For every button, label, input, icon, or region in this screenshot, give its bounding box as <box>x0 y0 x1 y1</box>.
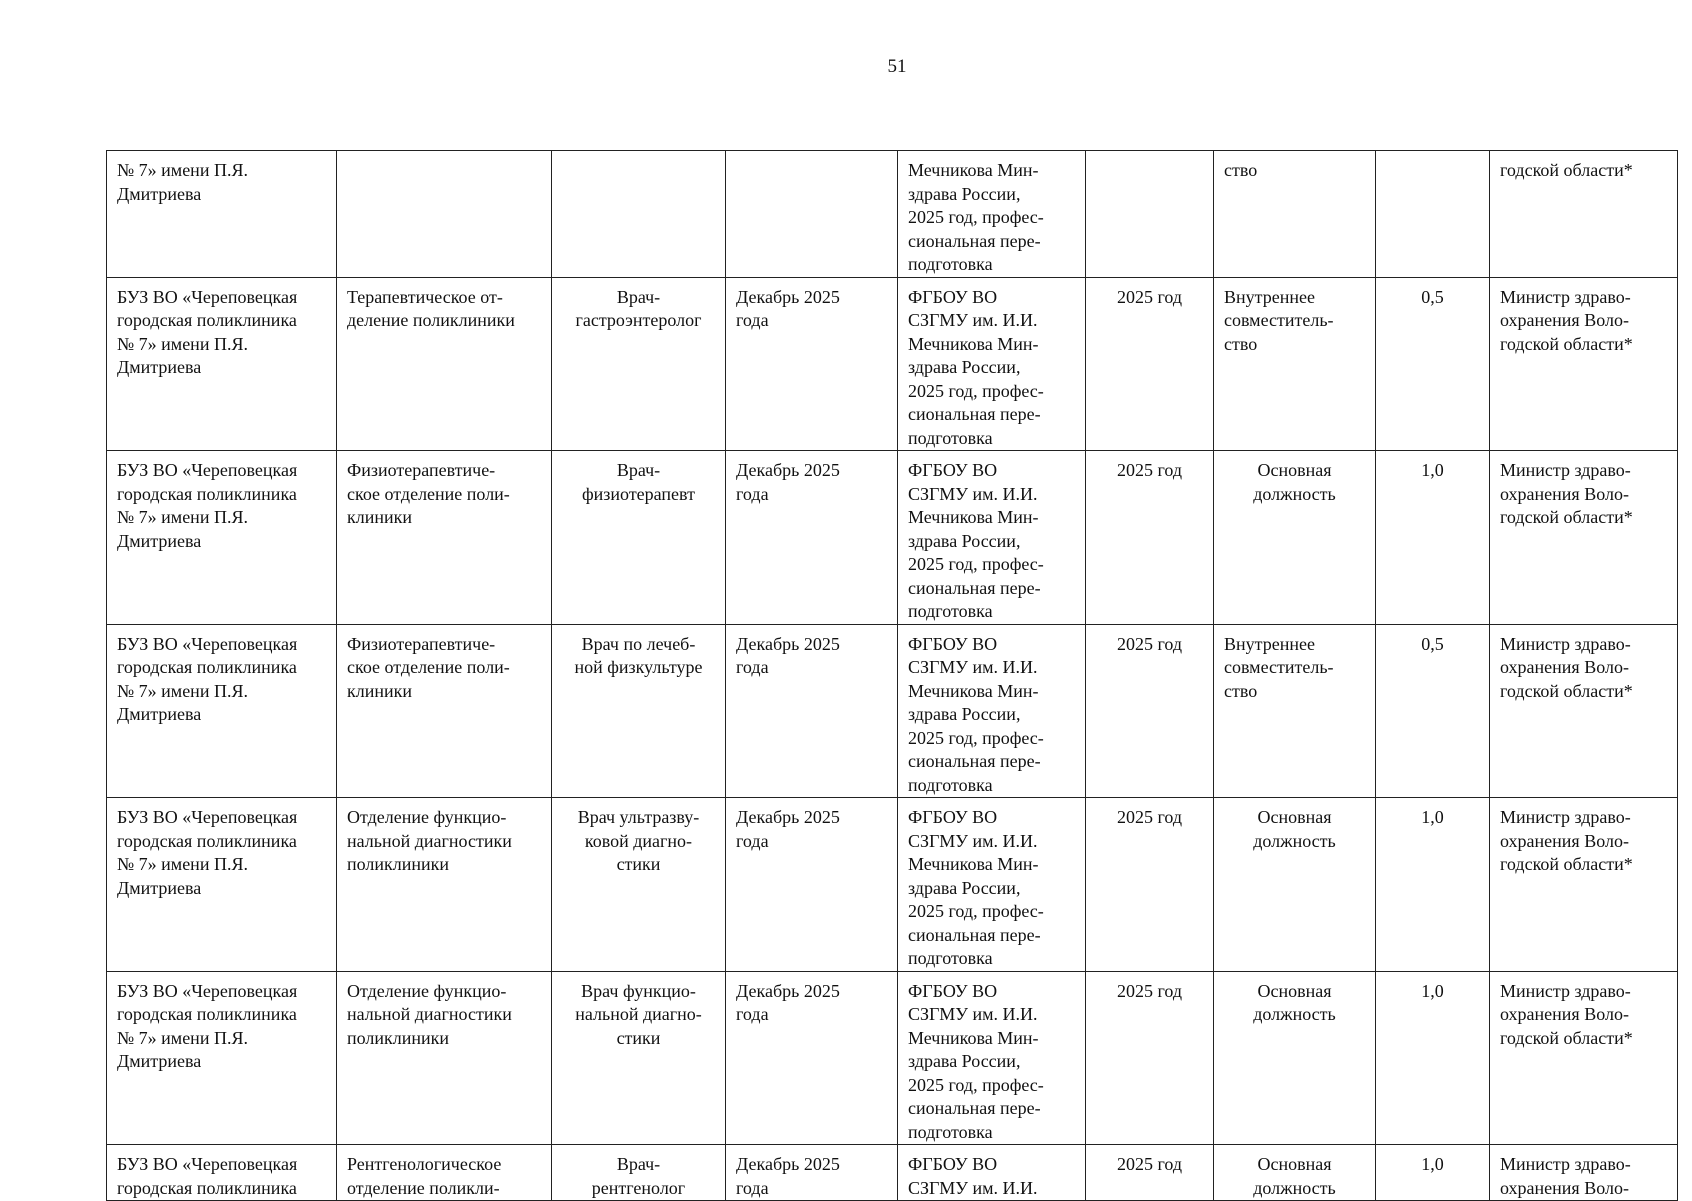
cell-year <box>1086 151 1214 278</box>
cell-employment: Основная должность <box>1214 1145 1376 1201</box>
cell-position: Врач ультразву- ковой диагно- стики <box>552 798 726 972</box>
cell-institution: БУЗ ВО «Череповецкая городская поликлиника № 7» имени П.Я. Дмитриева <box>107 277 337 451</box>
cell-year: 2025 год <box>1086 451 1214 625</box>
table-body <box>107 151 1678 1201</box>
cell-department: Отделение функцио- нальной диагностики поликлиники <box>337 971 552 1145</box>
cell-position: Врач- рентгенолог <box>552 1145 726 1201</box>
cell-department: Физиотерапевтиче- ское отделение поли- клиники <box>337 451 552 625</box>
cell-training: ФГБОУ ВО СЗГМУ им. И.И. Мечникова Мин- здрава России, 2025 год, профес- сиональная пере- подготовка <box>898 798 1086 972</box>
cell-employment: Основная должность <box>1214 798 1376 972</box>
cell-institution: БУЗ ВО «Череповецкая городская поликлиника № 7» имени П.Я. Дмитриева <box>107 451 337 625</box>
cell-training: ФГБОУ ВО СЗГМУ им. И.И. <box>898 1145 1086 1201</box>
cell-employment: Внутреннее совместитель- ство <box>1214 277 1376 451</box>
cell-position: Врач по лечеб- ной физкультуре <box>552 624 726 798</box>
cell-responsible: Министр здраво- охранения Воло- годской области* <box>1490 798 1678 972</box>
cell-rate: 0,5 <box>1376 277 1490 451</box>
cell-training: ФГБОУ ВО СЗГМУ им. И.И. Мечникова Мин- здрава России, 2025 год, профес- сиональная пере- подготовка <box>898 277 1086 451</box>
cell-date: Декабрь 2025 года <box>726 798 898 972</box>
cell-department: Отделение функцио- нальной диагностики поликлиники <box>337 798 552 972</box>
cell-department <box>337 151 552 278</box>
table-row <box>107 151 1678 278</box>
cell-responsible: Министр здраво- охранения Воло- годской области* <box>1490 451 1678 625</box>
page-number: 51 <box>887 56 907 77</box>
cell-rate: 1,0 <box>1376 971 1490 1145</box>
cell-training: ФГБОУ ВО СЗГМУ им. И.И. Мечникова Мин- здрава России, 2025 год, профес- сиональная пере- подготовка <box>898 624 1086 798</box>
cell-year: 2025 год <box>1086 624 1214 798</box>
cell-institution: БУЗ ВО «Череповецкая городская поликлиника № 7» имени П.Я. Дмитриева <box>107 624 337 798</box>
cell-institution: БУЗ ВО «Череповецкая городская поликлиника № 7» имени П.Я. Дмитриева <box>107 798 337 972</box>
cell-date: Декабрь 2025 года <box>726 1145 898 1201</box>
cell-year: 2025 год <box>1086 1145 1214 1201</box>
cell-date: Декабрь 2025 года <box>726 971 898 1145</box>
cell-department: Физиотерапевтиче- ское отделение поли- клиники <box>337 624 552 798</box>
cell-rate: 1,0 <box>1376 798 1490 972</box>
cell-responsible: Министр здраво- охранения Воло- <box>1490 1145 1678 1201</box>
cell-date <box>726 151 898 278</box>
table-row <box>107 624 1678 798</box>
table-row <box>107 451 1678 625</box>
table-row <box>107 971 1678 1145</box>
cell-date: Декабрь 2025 года <box>726 451 898 625</box>
cell-position: Врач- гастроэнтеролог <box>552 277 726 451</box>
cell-position: Врач- физиотерапевт <box>552 451 726 625</box>
table-row <box>107 1145 1678 1201</box>
cell-employment: ство <box>1214 151 1376 278</box>
cell-position: Врач функцио- нальной диагно- стики <box>552 971 726 1145</box>
cell-date: Декабрь 2025 года <box>726 277 898 451</box>
cell-training: ФГБОУ ВО СЗГМУ им. И.И. Мечникова Мин- здрава России, 2025 год, профес- сиональная пере- подготовка <box>898 971 1086 1145</box>
table-row <box>107 798 1678 972</box>
cell-year: 2025 год <box>1086 971 1214 1145</box>
cell-training: ФГБОУ ВО СЗГМУ им. И.И. Мечникова Мин- здрава России, 2025 год, профес- сиональная пере- подготовка <box>898 451 1086 625</box>
cell-institution: № 7» имени П.Я. Дмитриева <box>107 151 337 278</box>
cell-institution: БУЗ ВО «Череповецкая городская поликлиника <box>107 1145 337 1201</box>
staffing-table <box>106 150 1678 1201</box>
cell-department: Терапевтическое от- деление поликлиники <box>337 277 552 451</box>
cell-institution: БУЗ ВО «Череповецкая городская поликлиника № 7» имени П.Я. Дмитриева <box>107 971 337 1145</box>
cell-rate: 1,0 <box>1376 1145 1490 1201</box>
cell-responsible: Министр здраво- охранения Воло- годской области* <box>1490 624 1678 798</box>
cell-training: Мечникова Мин- здрава России, 2025 год, профес- сиональная пере- подготовка <box>898 151 1086 278</box>
cell-rate <box>1376 151 1490 278</box>
cell-year: 2025 год <box>1086 798 1214 972</box>
cell-responsible: годской области* <box>1490 151 1678 278</box>
cell-employment: Внутреннее совместитель- ство <box>1214 624 1376 798</box>
cell-responsible: Министр здраво- охранения Воло- годской области* <box>1490 971 1678 1145</box>
cell-employment: Основная должность <box>1214 451 1376 625</box>
cell-responsible: Министр здраво- охранения Воло- годской области* <box>1490 277 1678 451</box>
cell-year: 2025 год <box>1086 277 1214 451</box>
cell-department: Рентгенологическое отделение поликли- <box>337 1145 552 1201</box>
cell-employment: Основная должность <box>1214 971 1376 1145</box>
cell-rate: 1,0 <box>1376 451 1490 625</box>
cell-date: Декабрь 2025 года <box>726 624 898 798</box>
cell-rate: 0,5 <box>1376 624 1490 798</box>
cell-position <box>552 151 726 278</box>
table-row <box>107 277 1678 451</box>
